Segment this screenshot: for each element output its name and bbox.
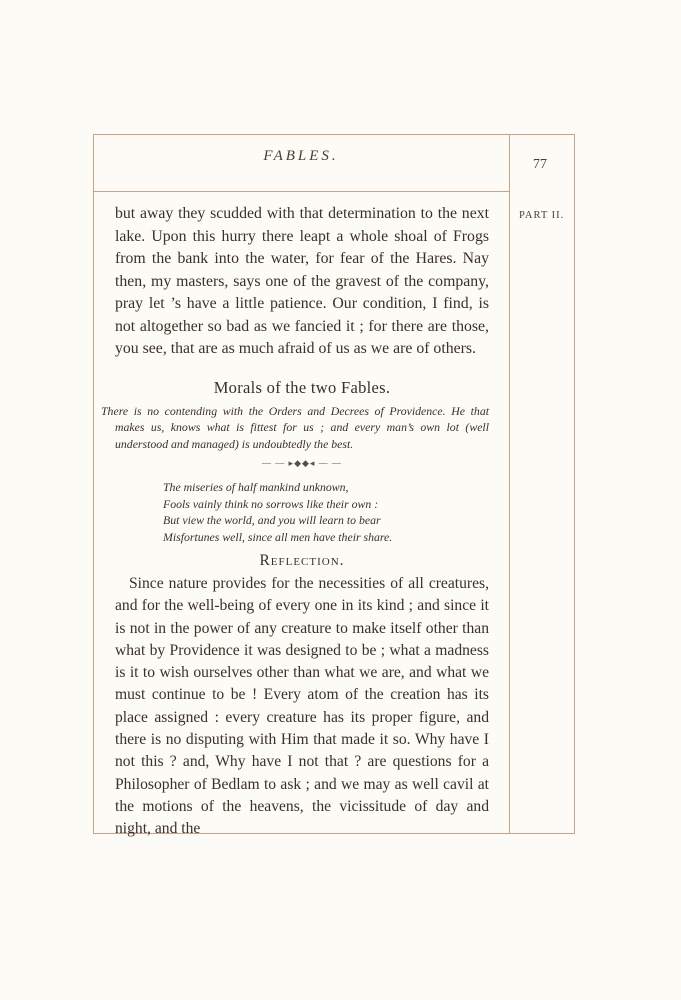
verse-line: Misfortunes well, since all men have their share. — [163, 529, 393, 544]
reflection-heading: Reflection. — [259, 552, 345, 569]
page-number: 77 — [533, 157, 547, 172]
fable-body-paragraph: but away they scudded with that determination to the next lake. Upon this hurry there leapt a whole shoal of Frogs from the bank into the water, for fear of the Hares. Nay then, my masters, says one of the gravest of the company, pray let ’s have a little patience. Our condition, I find, is not altogether so bad as we fancied it ; for there are those, you see, that are as much afraid of us as we are of others. — [115, 205, 489, 357]
margin-rule — [509, 134, 510, 834]
verse-line: Fools vainly think no sorrows like their own : — [163, 496, 379, 511]
ornament-divider: — — ▸◆◆◂ — — — [262, 458, 342, 468]
verse-line: The miseries of half mankind unknown, — [163, 480, 349, 494]
verse-line: But view the world, and you will learn to bear — [163, 513, 381, 527]
verse — [163, 479, 489, 545]
part-label: PART II. — [519, 210, 565, 221]
morals-heading: Morals of the two Fables. — [213, 377, 391, 397]
reflection-paragraph: Since nature provides for the necessities of all creatures, and for the well-being of every one in its kind ; and since it is not in the power of any creature to make itself other than what by Providence it was designed to be ; what a madness is it to wish ourselves other than what we are, and what we must continue to be ! Every atom of the creation has its place assigned : every creature has its proper figure, and there is no disputing with Him that made it so. Why have I not this ? and, Why have I not that ? are questions for a Philosopher of Bedlam to ask ; and we may as well cavil at the motions of the heavens, the vicissitude of day and night, and the — [115, 575, 489, 838]
running-head: FABLES. — [263, 148, 339, 164]
main-text-column — [101, 203, 489, 841]
header-rule — [93, 191, 509, 192]
morals-paragraph: There is no contending with the Orders and Decrees of Providence. He that makes us, knows what is fittest for us ; and every man’s own lot (well understood and managed) is undoubtedly the best. — [101, 403, 489, 451]
